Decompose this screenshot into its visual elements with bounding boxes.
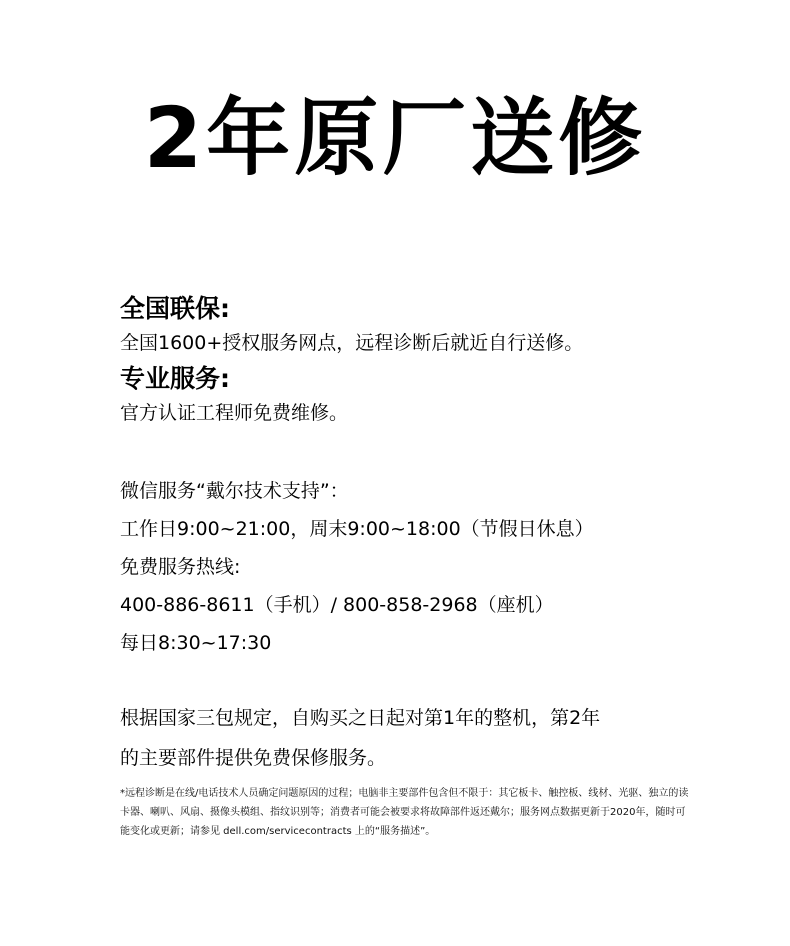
warranty-line-1: 根据国家三包规定，自购买之日起对第1年的整机，第2年 — [120, 707, 601, 729]
section-body-nationwide: 全国1600+授权服务网点，远程诊断后就近自行送修。 — [120, 332, 584, 354]
warranty-statement — [120, 698, 700, 778]
hotline-label: 免费服务热线: — [120, 556, 241, 578]
section-title-nationwide: 全国联保: — [120, 294, 230, 323]
section-title-professional: 专业服务: — [120, 364, 230, 393]
section-body-professional: 官方认证工程师免费维修。 — [120, 402, 349, 424]
service-hours: 工作日9:00~21:00，周末9:00~18:00（节假日休息） — [120, 518, 594, 540]
daily-hours: 每日8:30~17:30 — [120, 632, 272, 654]
content-block — [120, 292, 700, 841]
footnote: *远程诊断是在线/电话技术人员确定问题原因的过程；电脑非主要部件包含但不限于：其它板卡、触控板、线材、光驱、独立的读卡器、喇叭、风扇、摄像头模组、指纹识别等；消费者可能会被要求将故障部件返还戴尔；服务网点数据更新于2020年，随时可能变化或更新；请参见 dell.com/servicecontracts 上的“服务描述”。 — [120, 788, 689, 837]
phone-numbers: 400-886-8611（手机）/ 800-858-2968（座机） — [120, 594, 554, 616]
headline: 2年原厂送修 — [143, 89, 647, 187]
wechat-service: 微信服务“戴尔技术支持”： — [120, 480, 349, 502]
warranty-line-2: 的主要部件提供免费保修服务。 — [120, 747, 387, 769]
